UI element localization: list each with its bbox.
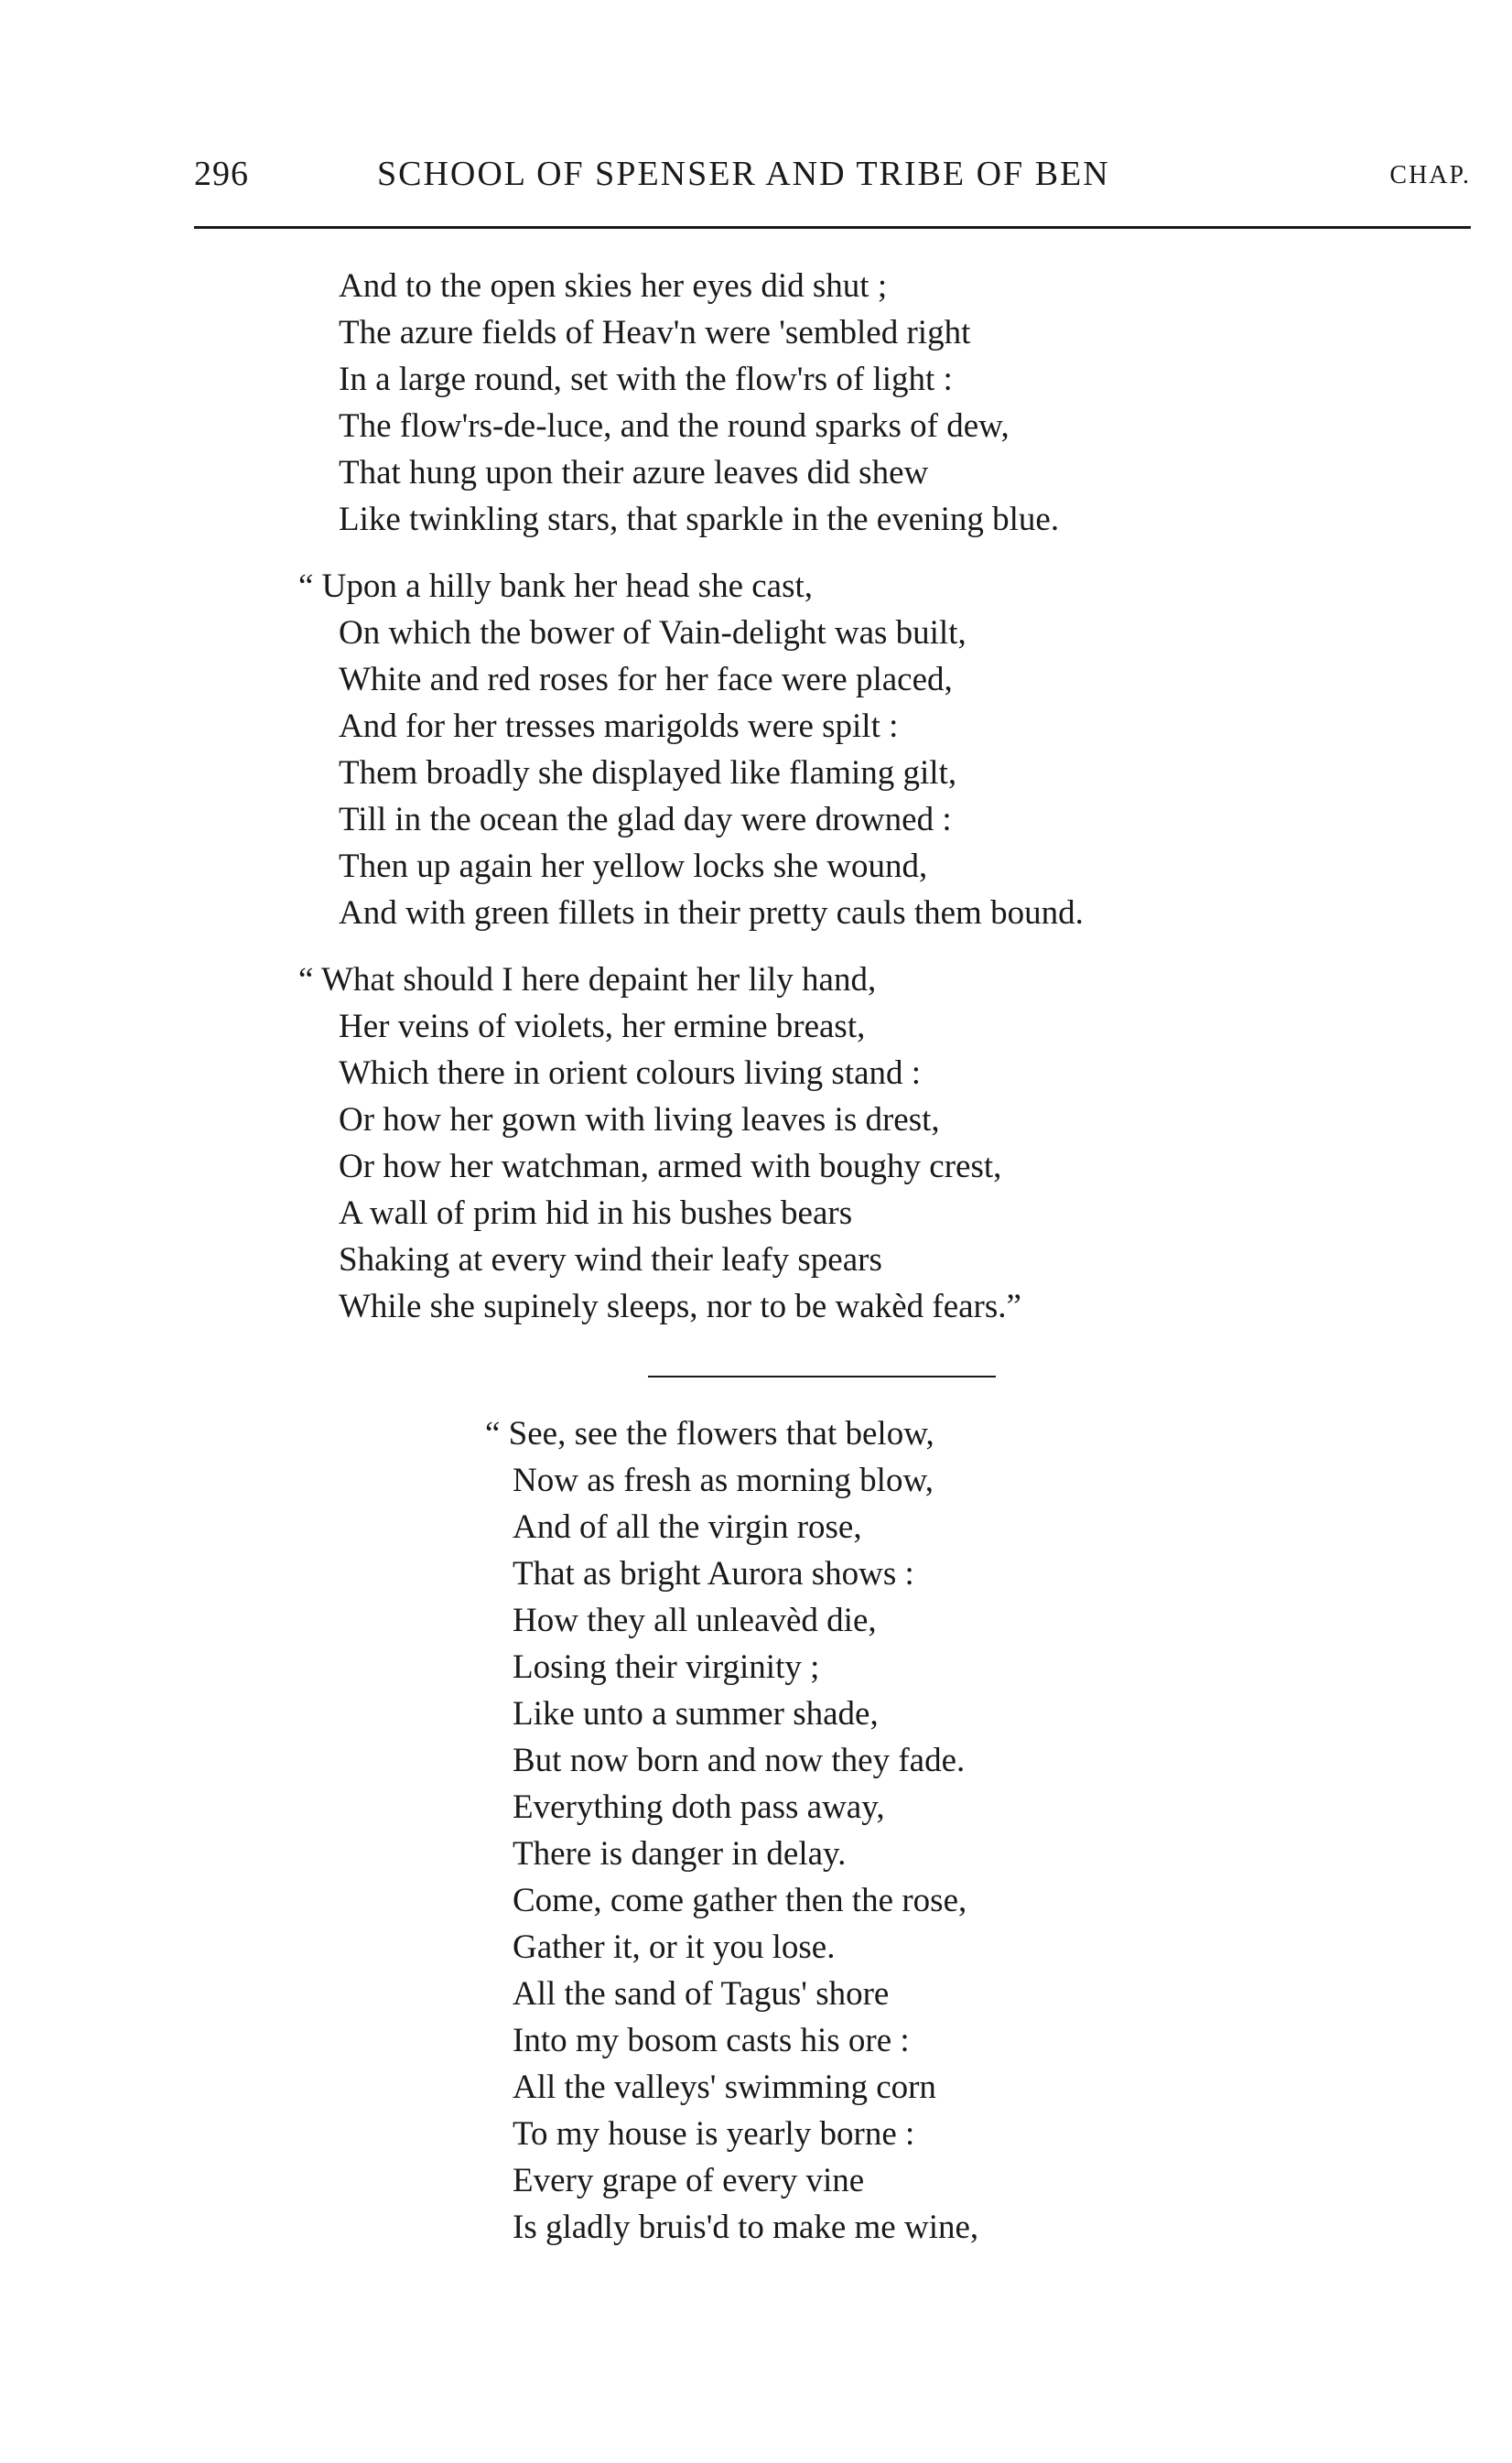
- poem-line: While she supinely sleeps, nor to be wakèd fears.”: [339, 1288, 1021, 1325]
- poem-line: On which the bower of Vain-delight was built,: [339, 614, 967, 652]
- poem-excerpt-b: [485, 1410, 979, 2251]
- poem-line: Like unto a summer shade,: [513, 1695, 879, 1733]
- poem-excerpt-a: [298, 263, 1084, 1350]
- poem-line: And for her tresses marigolds were spilt :: [339, 708, 899, 745]
- running-title: SCHOOL OF SPENSER AND TRIBE OF BEN: [377, 155, 1110, 193]
- poem-line: Gather it, or it you lose.: [513, 1928, 836, 1966]
- poem-line: All the sand of Tagus' shore: [513, 1975, 890, 2013]
- poem-line: Now as fresh as morning blow,: [513, 1462, 934, 1499]
- poem-line: Every grape of every vine: [513, 2162, 865, 2199]
- stanza: [298, 563, 1084, 936]
- poem-line: But now born and now they fade.: [513, 1742, 966, 1779]
- poem-line: Or how her watchman, armed with boughy crest,: [339, 1148, 1002, 1185]
- header-rule: [194, 226, 1471, 229]
- poem-line: Into my bosom casts his ore :: [513, 2022, 910, 2059]
- poem-line: There is danger in delay.: [513, 1835, 847, 1873]
- poem-line: Come, come gather then the rose,: [513, 1882, 967, 1919]
- poem-line: White and red roses for her face were placed,: [339, 661, 953, 698]
- poem-line: Everything doth pass away,: [513, 1788, 885, 1826]
- poem-line: Losing their virginity ;: [513, 1648, 820, 1686]
- poem-line: And of all the virgin rose,: [513, 1508, 862, 1546]
- poem-line: The azure fields of Heav'n were 'sembled right: [339, 314, 971, 351]
- poem-line: And with green fillets in their pretty cauls them bound.: [339, 894, 1084, 932]
- poem-line: “ See, see the flowers that below,: [485, 1415, 934, 1453]
- running-header: [194, 154, 1471, 209]
- poem-line: A wall of prim hid in his bushes bears: [339, 1194, 853, 1232]
- poem-line: Till in the ocean the glad day were drowned :: [339, 801, 952, 838]
- poem-line: Them broadly she displayed like flaming gilt,: [339, 754, 957, 792]
- poem-line: Shaking at every wind their leafy spears: [339, 1241, 882, 1279]
- poem-line: That hung upon their azure leaves did shew: [339, 454, 929, 492]
- poem-line: And to the open skies her eyes did shut ;: [339, 267, 888, 305]
- poem-line: In a large round, set with the flow'rs of light :: [339, 361, 953, 398]
- chapter-label: CHAP.: [1389, 161, 1471, 189]
- poem-line: All the valleys' swimming corn: [513, 2069, 936, 2106]
- page-number: 296: [194, 155, 249, 193]
- poem-line: How they all unleavèd die,: [513, 1602, 877, 1639]
- poem-line: Her veins of violets, her ermine breast,: [339, 1008, 866, 1045]
- poem-line: Then up again her yellow locks she wound,: [339, 848, 928, 885]
- poem-line: Like twinkling stars, that sparkle in the evening blue.: [339, 501, 1060, 538]
- poem-line: “ Upon a hilly bank her head she cast,: [298, 567, 814, 605]
- poem-line: To my house is yearly borne :: [513, 2115, 915, 2153]
- poem-line: Is gladly bruis'd to make me wine,: [513, 2209, 979, 2246]
- poem-line: That as bright Aurora shows :: [513, 1555, 914, 1593]
- poem-line: “ What should I here depaint her lily hand,: [298, 961, 877, 999]
- poem-line: The flow'rs-de-luce, and the round sparks of dew,: [339, 407, 1010, 445]
- poem-line: Which there in orient colours living stand :: [339, 1054, 922, 1092]
- stanza: [339, 263, 1084, 543]
- stanza: [298, 956, 1084, 1330]
- poem-line: Or how her gown with living leaves is drest,: [339, 1101, 940, 1139]
- section-divider: [648, 1376, 996, 1377]
